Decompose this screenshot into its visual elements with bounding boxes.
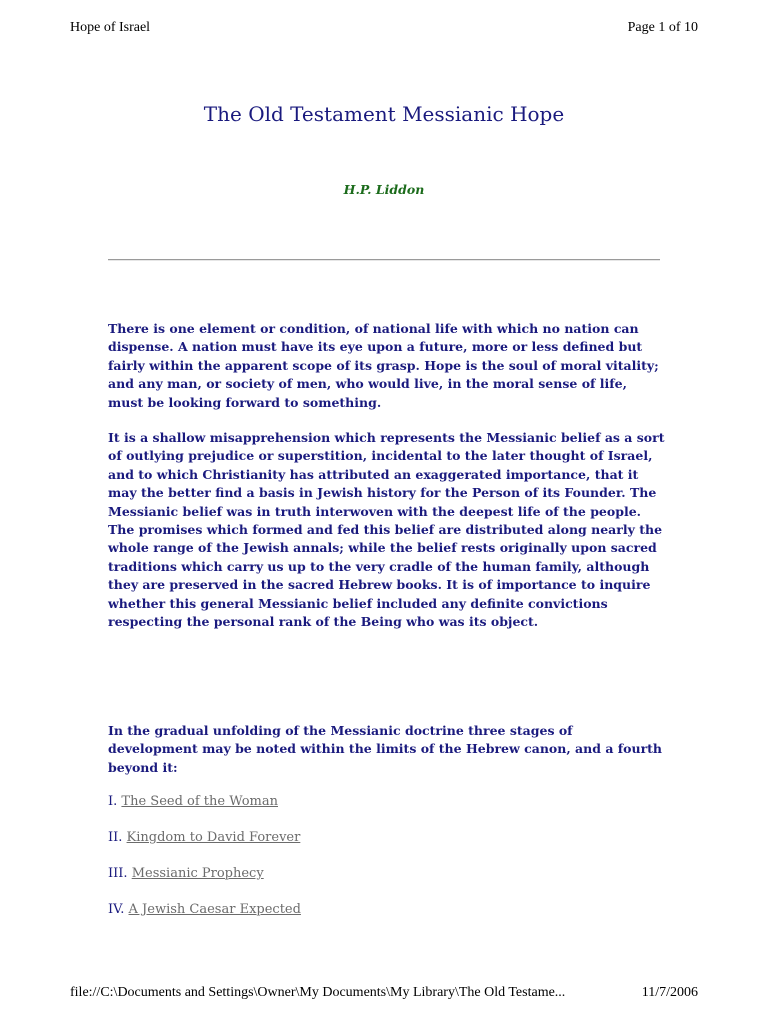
toc-link-kingdom-to-david[interactable]: Kingdom to David Forever bbox=[126, 830, 301, 845]
page-number: Page 1 of 10 bbox=[627, 20, 698, 35]
paragraph-stages: In the gradual unfolding of the Messianic doctrine three stages of development may be noted within the limits of the Hebrew canon, and a fourth beyond it: bbox=[108, 723, 663, 775]
horizontal-rule bbox=[108, 259, 660, 261]
toc-number: IV. bbox=[108, 902, 125, 917]
print-footer bbox=[70, 985, 698, 1001]
toc-number: III. bbox=[108, 866, 128, 881]
toc-number: I. bbox=[108, 794, 118, 809]
paragraph-messianic-belief: It is a shallow misapprehension which represents the Messianic belief as a sort of outlying prejudice or superstition, incidental to the later thought of Israel, and to which Christianity has attributed an exaggerated importance, that it may the better find a basis in Jewish history for the Person of its Founder. The Messianic belief was in truth interwoven with the deepest life of the people. The promises which formed and fed this belief are distributed along nearly the whole range of the Jewish annals; while the belief rests originally upon sacred traditions which carry us up to the very cradle of the human family, although they are preserved in the sacred Hebrew books. It is of importance to inquire whether this general Messianic belief included any definite convictions respecting the personal rank of the Being who was its object. bbox=[108, 430, 665, 630]
file-path: file://C:\Documents and Settings\Owner\My Documents\My Library\The Old Testame... bbox=[70, 985, 566, 1000]
toc-item-jewish-caesar bbox=[108, 902, 668, 917]
toc-item-kingdom-to-david bbox=[108, 830, 668, 845]
toc-number: II. bbox=[108, 830, 123, 845]
toc-link-seed-of-woman[interactable]: The Seed of the Woman bbox=[121, 794, 278, 809]
toc-link-messianic-prophecy[interactable]: Messianic Prophecy bbox=[131, 866, 264, 881]
print-date: 11/7/2006 bbox=[641, 985, 698, 1000]
toc-item-messianic-prophecy bbox=[108, 866, 668, 881]
document-name: Hope of Israel bbox=[70, 20, 151, 35]
print-header bbox=[70, 20, 698, 36]
toc-link-jewish-caesar[interactable]: A Jewish Caesar Expected bbox=[128, 902, 301, 917]
paragraph-intro: There is one element or condition, of national life with which no nation can dispense. A nation must have its eye upon a future, more or less defined but fairly within the apparent scope of its grasp. Hope is the soul of moral vitality; and any man, or society of men, who would live, in the moral sense of life, must be looking forward to something. bbox=[108, 321, 659, 410]
toc-item-seed-of-woman bbox=[108, 794, 668, 809]
author-name: H.P. Liddon bbox=[343, 182, 425, 197]
page-title: The Old Testament Messianic Hope bbox=[203, 102, 565, 126]
